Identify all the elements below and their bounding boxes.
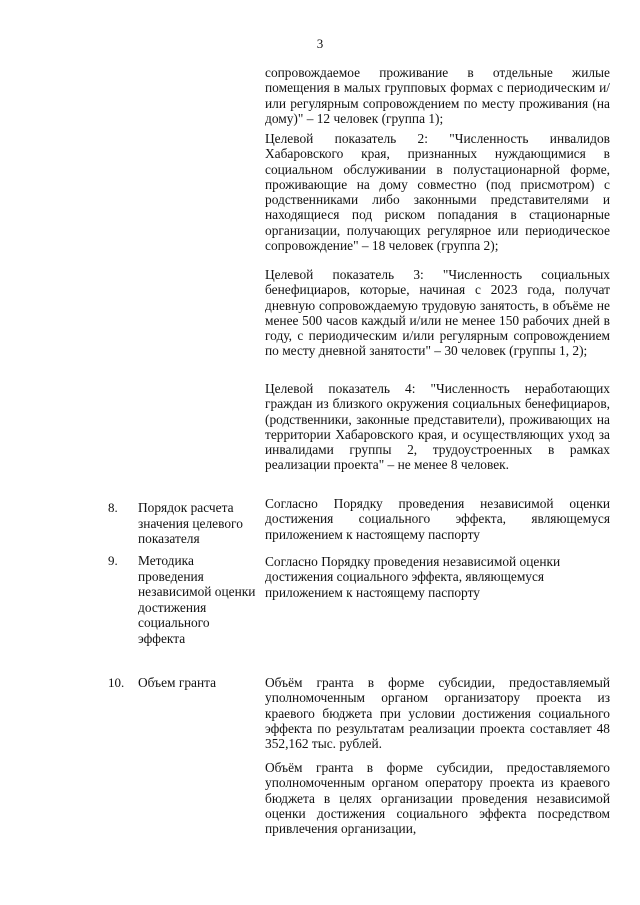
row-number-9: 9. <box>108 553 118 568</box>
target-indicator-1-continued: сопровождаемое проживание в отдельные жилые помещения в малых групповых формах с периодическим и/или регулярным сопровождением по месту проживания (на дому)" – 12 человек (группа 1); <box>265 65 610 126</box>
row-number-10: 10. <box>108 675 125 690</box>
row-content-grant-amount-operator: Объём гранта в форме субсидии, предоставляемого уполномоченным органом оператору проекта из краевого бюджета в целях организации проведения независимой оценки достижения социального эффекта посредством привлечения организации, <box>265 760 610 837</box>
target-indicator-4: Целевой показатель 4: "Численность неработающих граждан из близкого окружения социальных бенефициаров, (родственники, законные представители), проживающих на территории Хабаровского края, и осуществляющих уход за инвалидами группы 2, трудоустроенных в рамках реализации проекта" – не менее 8 человек. <box>265 381 610 473</box>
target-indicator-3: Целевой показатель 3: "Численность социальных бенефициаров, которые, начиная с 2023 года, получат дневную сопровождаемую трудовую занятость, в объёме не менее 500 часов каждый и/или не менее 150 рабочих дней в году, с периодическим и/или регулярным сопровождением по месту дневной занятости" – 30 человек (группы 1, 2); <box>265 267 610 359</box>
row-content-grant-amount-organizer: Объём гранта в форме субсидии, предоставляемый уполномоченным органом организатору проекта из краевого бюджета при условии достижения социального эффекта по результатам реализации проекта составляет 48 352,162 тыс. рублей. <box>265 675 610 752</box>
row-label-grant-amount: Объем гранта <box>138 675 217 690</box>
row-label-calculation-procedure: Порядок расчета значения целевого показателя <box>138 500 243 547</box>
row-content-assessment-methodology: Согласно Порядку проведения независимой оценки достижения социального эффекта, являющемуся приложением к настоящему паспорту <box>265 554 561 600</box>
row-number-8: 8. <box>108 500 118 515</box>
page-number: 3 <box>316 36 324 51</box>
row-content-calculation-procedure: Согласно Порядку проведения независимой оценки достижения социального эффекта, являющемуся приложением к настоящему паспорту <box>265 496 610 542</box>
row-label-assessment-methodology: Методика проведения независимой оценки достижения социального эффекта <box>138 553 256 646</box>
target-indicator-2: Целевой показатель 2: "Численность инвалидов Хабаровского края, признанных нуждающимися в социальном обслуживании в полустационарной форме, проживающие на дому совместно (под присмотром) с родственниками либо законными представителями и находящиеся под риском попадания в стационарные организации, получающих регулярное или периодическое сопровождение" – 18 человек (группа 2); <box>265 131 610 254</box>
